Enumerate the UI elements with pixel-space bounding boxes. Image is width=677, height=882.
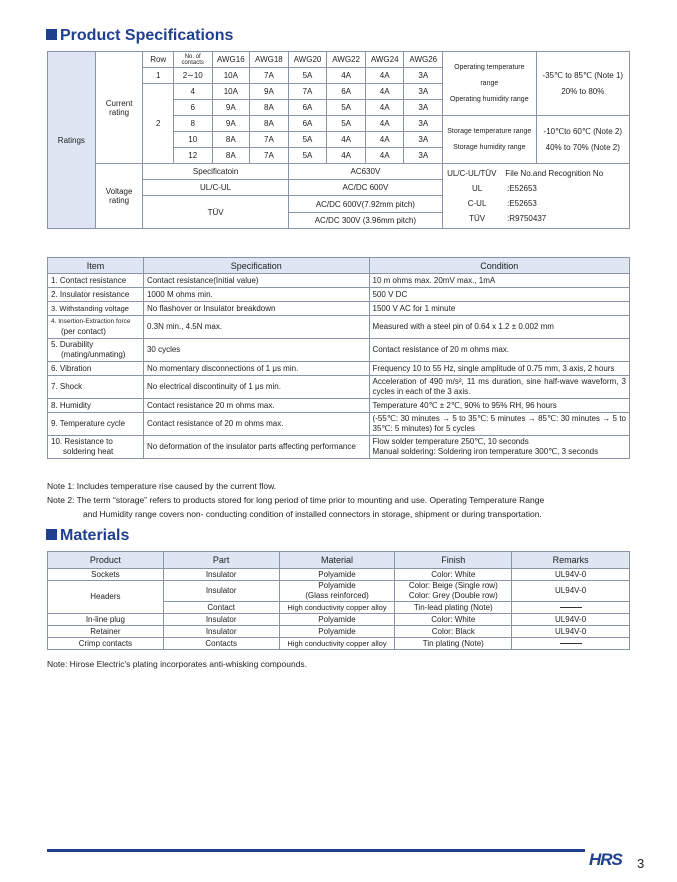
column-header: Part (163, 552, 279, 569)
table-row: Headers Insulator Polyamide (Glass reinforced) Color: Beige (Single row) Color: Grey (Double row) UL94V-0 (48, 581, 630, 602)
dash-mark (560, 643, 582, 644)
column-header: Material (279, 552, 395, 569)
storage-ranges-value: -10℃to 60℃ (Note 2) 40% to 70% (Note 2) (536, 116, 629, 164)
storage-ranges-label: Storage temperature range Storage humidity range (443, 116, 536, 164)
section-title-materials: Materials (46, 527, 129, 545)
table-row: 3. Withstanding voltage No flashover or Insulator breakdown 1500 V AC for 1 minute (48, 302, 630, 316)
materials-table (47, 551, 630, 650)
recognition-row: UL :E52653 (471, 184, 537, 193)
page-number: 3 (637, 856, 645, 871)
voltage-value: AC/DC 600V(7.92mm pitch) (288, 196, 442, 213)
notes-block (47, 479, 544, 521)
column-header: Remarks (512, 552, 630, 569)
voltage-spec: Specificatoin (143, 164, 288, 180)
table-row: 9. Temperature cycle Contact resistance of 20 m ohms max. (-55℃: 30 minutes → 5 to 35℃: 5 minutes → 85℃: 30 minutes → 5 to 35℃: 5 minutes) for 5 cycles (48, 413, 630, 436)
section-title-product-specifications: Product Specifications (46, 27, 233, 45)
contacts-count: 12 (173, 148, 212, 164)
table-row: 7. Shock No electrical discontinuity of 1 μs min. Acceleration of 490 m/s², 11 ms duration, sine half-wave waveform, 3 cycles in each of the 3 axis. (48, 376, 630, 399)
recognition-cell (443, 164, 630, 229)
recognition-row: TÜV :R9750437 (469, 214, 547, 223)
table-row: 2. Insulator resistance 1000 M ohms min. 500 V DC (48, 288, 630, 302)
contacts-count: 2∼10 (173, 68, 212, 84)
note-2-continued: and Humidity range covers non- conducting condition of installed connectors in storage, shipment or during transportation. (83, 509, 542, 519)
contacts-count: 10 (173, 132, 212, 148)
ratings-table: Ratings Current rating Row No. of contacts AWG16 AWG18 AWG20 AWG22 AWG24 AWG26 Operating temperature range Operating humidity range -35℃ to 85℃ (Note 1) 20% to 80% 1 2∼10 10A 7A 5A 4A 4A 3A 2 4 10A 9A 7A 6A 4A 3A 6 9A 8A 6A 5A 4A 3A 8 9A 8A 6A 5A 4A 3A Storage temperature range Storage humidity range -10℃to 60℃ (Note 2) 40% to 70% (Note 2) 10 8A 7A 5A 4A 4A 3A 12 8A 7A 5A 4A 4A 3A Voltage rating Specificatoin AC630V UL/C-UL/TÜV File No.and Recognition No UL :E52653 C-UL :E52653 TÜV :R9750437 UL/C-UL AC/DC 600V TÜV AC/DC 600V(7.92mm pitch) AC/DC 300V (3.96mm pitch) (47, 51, 630, 229)
table-row: Contact High conductivity copper alloy Tin-lead plating (Note) (48, 602, 630, 614)
awg-header: AWG24 (365, 52, 404, 68)
row-number: 1 (143, 68, 173, 84)
table-row: 1. Contact resistance Contact resistance(Initial value) 10 m ohms max. 20mV max., 1mA (48, 274, 630, 288)
column-header: Condition (369, 258, 629, 274)
footer-rule (47, 849, 585, 852)
awg-header: AWG20 (288, 52, 327, 68)
voltage-rating-label: Voltage rating (95, 164, 143, 229)
table-row: Sockets Insulator Polyamide Color: White UL94V-0 (48, 569, 630, 581)
voltage-spec: TÜV (143, 196, 288, 229)
table-row: 5. Durability (mating/unmating) 30 cycles Contact resistance of 20 m ohms max. (48, 339, 630, 362)
table-row: In-line plug Insulator Polyamide Color: White UL94V-0 (48, 614, 630, 626)
column-header: Specification (143, 258, 369, 274)
specification-table (47, 257, 630, 459)
operating-ranges-label: Operating temperature range Operating humidity range (443, 52, 536, 116)
ratings-label: Ratings (48, 52, 96, 229)
voltage-value: AC/DC 300V (3.96mm pitch) (288, 213, 442, 229)
recognition-row: C-UL :E52653 (467, 199, 537, 208)
column-header: Product (48, 552, 164, 569)
table-row: 8. Humidity Contact resistance 20 m ohms max. Temperature 40℃ ± 2℃, 90% to 95% RH, 96 hours (48, 399, 630, 413)
recognition-header: UL/C-UL/TÜV File No.and Recognition No (447, 169, 604, 178)
contacts-count: 4 (173, 84, 212, 100)
note-2: Note 2: The term “storage” refers to products stored for long period of time prior to mounting and use. Operating Temperature Range (47, 495, 545, 505)
voltage-value: AC/DC 600V (288, 180, 442, 196)
voltage-value: AC630V (288, 164, 442, 180)
awg-header: AWG26 (404, 52, 443, 68)
row-header: Row (143, 52, 173, 68)
title-square-icon (46, 529, 57, 540)
table-row: Retainer Insulator Polyamide Color: Black UL94V-0 (48, 626, 630, 638)
operating-ranges-value: -35℃ to 85℃ (Note 1) 20% to 80% (536, 52, 629, 116)
awg-header: AWG18 (250, 52, 289, 68)
awg-header: AWG22 (327, 52, 366, 68)
column-header: Item (48, 258, 144, 274)
voltage-spec: UL/C-UL (143, 180, 288, 196)
contacts-count: 8 (173, 116, 212, 132)
materials-note: Note: Hirose Electric's plating incorporates anti-whisking compounds. (47, 659, 308, 669)
current-rating-label: Current rating (95, 52, 143, 164)
title-square-icon (46, 29, 57, 40)
contacts-header: No. of contacts (173, 52, 212, 68)
hrs-logo: HRS (589, 850, 622, 869)
table-row: Crimp contacts Contacts High conductivity copper alloy Tin plating (Note) (48, 638, 630, 650)
row-number: 2 (143, 84, 173, 164)
awg-header: AWG16 (212, 52, 250, 68)
table-row: 10. Resistance to soldering heat No deformation of the insulator parts affecting performance Flow solder temperature 250℃, 10 seconds Manual soldering: Soldering iron temperature 300℃, 3 seconds (48, 436, 630, 459)
dash-mark (560, 607, 582, 608)
contacts-count: 6 (173, 100, 212, 116)
column-header: Finish (395, 552, 512, 569)
table-row: 6. Vibration No momentary disconnections of 1 μs min. Frequency 10 to 55 Hz, single amplitude of 0.75 mm, 3 axis, 2 hours (48, 362, 630, 376)
table-row: 4. Insertion-Extraction force (per contact) 0.3N min., 4.5N max. Measured with a steel pin of 0.64 x 1.2 ± 0.002 mm (48, 316, 630, 339)
note-1: Note 1: Includes temperature rise caused by the current flow. (47, 481, 277, 491)
